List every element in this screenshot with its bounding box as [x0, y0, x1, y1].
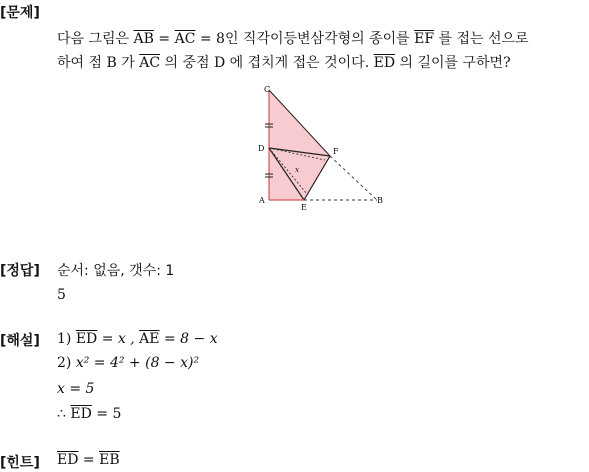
equation-text: = 5 — [96, 406, 122, 422]
point-e-label: E — [301, 203, 307, 210]
equation-text: x² = 4² + (8 − x)² — [75, 355, 200, 371]
segment-ed: $\overline{ED}$ — [75, 331, 98, 347]
problem-line-2 — [57, 52, 511, 72]
problem-text: 하여 점 B 가 — [57, 55, 135, 71]
segment-ac: $\overline{AC}$ — [174, 31, 196, 47]
segment-ed: $\overline{ED}$ — [70, 406, 92, 422]
segment-eb: $\overline{EB}$ — [99, 452, 120, 468]
solution-step-4 — [57, 406, 121, 422]
segment-ac: $\overline{AC}$ — [139, 55, 161, 71]
solution-step-2 — [57, 355, 199, 371]
segment-ed: $\overline{ED}$ — [373, 55, 396, 71]
problem-text: 의 중점 D 에 겹치게 접은 것이다. — [164, 55, 370, 71]
step-number: 2) — [57, 355, 72, 371]
therefore-symbol: ∴ — [57, 406, 66, 422]
x-label: x — [295, 166, 299, 174]
problem-text: 를 접는 선으로 — [438, 31, 529, 47]
segment-ed: $\overline{ED}$ — [57, 452, 79, 468]
segment-ab: $\overline{AB}$ — [133, 31, 154, 47]
point-a-label: A — [259, 196, 265, 205]
solution-step-3: x = 5 — [57, 381, 95, 397]
pink-region — [269, 90, 330, 200]
answer-label: [정답] — [0, 263, 40, 279]
problem-text: 의 길이를 구하면? — [399, 55, 511, 71]
point-f-label: F — [333, 147, 339, 156]
answer-meta: 순서: 없음, 갯수: 1 — [57, 263, 175, 279]
segment-ae: $\overline{AE}$ — [139, 331, 160, 347]
point-b-label: B — [377, 196, 383, 205]
folded-triangle-figure — [255, 82, 390, 210]
equals-sign: = — [158, 31, 171, 47]
equation-text: = x , — [101, 331, 135, 347]
solution-step-1 — [57, 331, 218, 347]
point-d-label: D — [258, 144, 265, 153]
answer-value: 5 — [57, 287, 66, 303]
hint-text — [57, 452, 120, 468]
problem-line-1 — [57, 28, 529, 48]
step-number: 1) — [57, 331, 72, 347]
solution-label: [해설] — [0, 333, 40, 349]
segment-ef: $\overline{EF}$ — [414, 31, 435, 47]
problem-label: [문제] — [0, 5, 40, 21]
point-c-label: C — [264, 85, 271, 94]
equals-sign: = — [82, 452, 95, 468]
problem-text: 다음 그림은 — [57, 31, 130, 47]
dashed-fb — [330, 156, 377, 200]
problem-text: = 8인 직각이등변삼각형의 종이를 — [199, 31, 410, 47]
equation-text: = 8 − x — [163, 331, 218, 347]
hint-label: [힌트] — [0, 455, 40, 471]
